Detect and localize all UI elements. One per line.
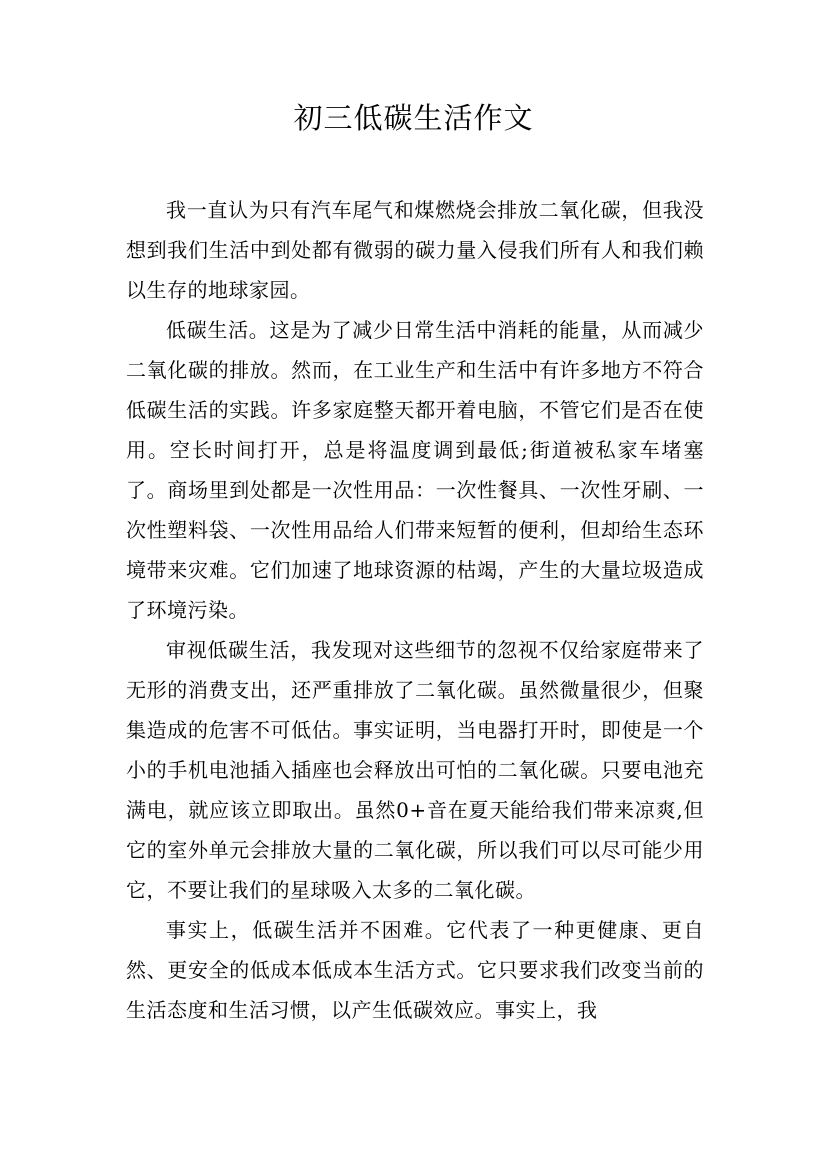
paragraph-1: 我一直认为只有汽车尾气和煤燃烧会排放二氧化碳，但我没想到我们生活中到处都有微弱的碳力量入侵我们所有人和我们赖以生存的地球家园。 — [126, 198, 704, 302]
paragraph-2: 低碳生活。这是为了减少日常生活中消耗的能量，从而减少二氧化碳的排放。然而，在工业生产和生活中有许多地方不符合低碳生活的实践。许多家庭整天都开着电脑，不管它们是否在使用。空长时间打开，总是将温度调到最低;街道被私家车堵塞了。商场里到处都是一次性用品：一次性餐具、一次性牙刷、一次性塑料袋、一次性用品给人们带来短暂的便利，但却给生态环境带来灾难。它们加速了地球资源的枯竭，产生的大量垃圾造成了环境污染。 — [126, 318, 704, 622]
document-title: 初三低碳生活作文 — [293, 101, 534, 135]
document-body — [126, 190, 704, 1030]
paragraph-4: 事实上，低碳生活并不困难。它代表了一种更健康、更自然、更安全的低成本低成本生活方式。它只要求我们改变当前的生活态度和生活习惯，以产生低碳效应。事实上，我 — [126, 918, 704, 1022]
paragraph-3: 审视低碳生活，我发现对这些细节的忽视不仅给家庭带来了无形的消费支出，还严重排放了二氧化碳。虽然微量很少，但聚集造成的危害不可低估。事实证明，当电器打开时，即使是一个小的手机电池插入插座也会释放出可怕的二氧化碳。只要电池充满电，就应该立即取出。虽然0+音在夏天能给我们带来凉爽,但它的室外单元会排放大量的二氧化碳，所以我们可以尽可能少用它，不要让我们的星球吸入太多的二氧化碳。 — [126, 638, 704, 902]
